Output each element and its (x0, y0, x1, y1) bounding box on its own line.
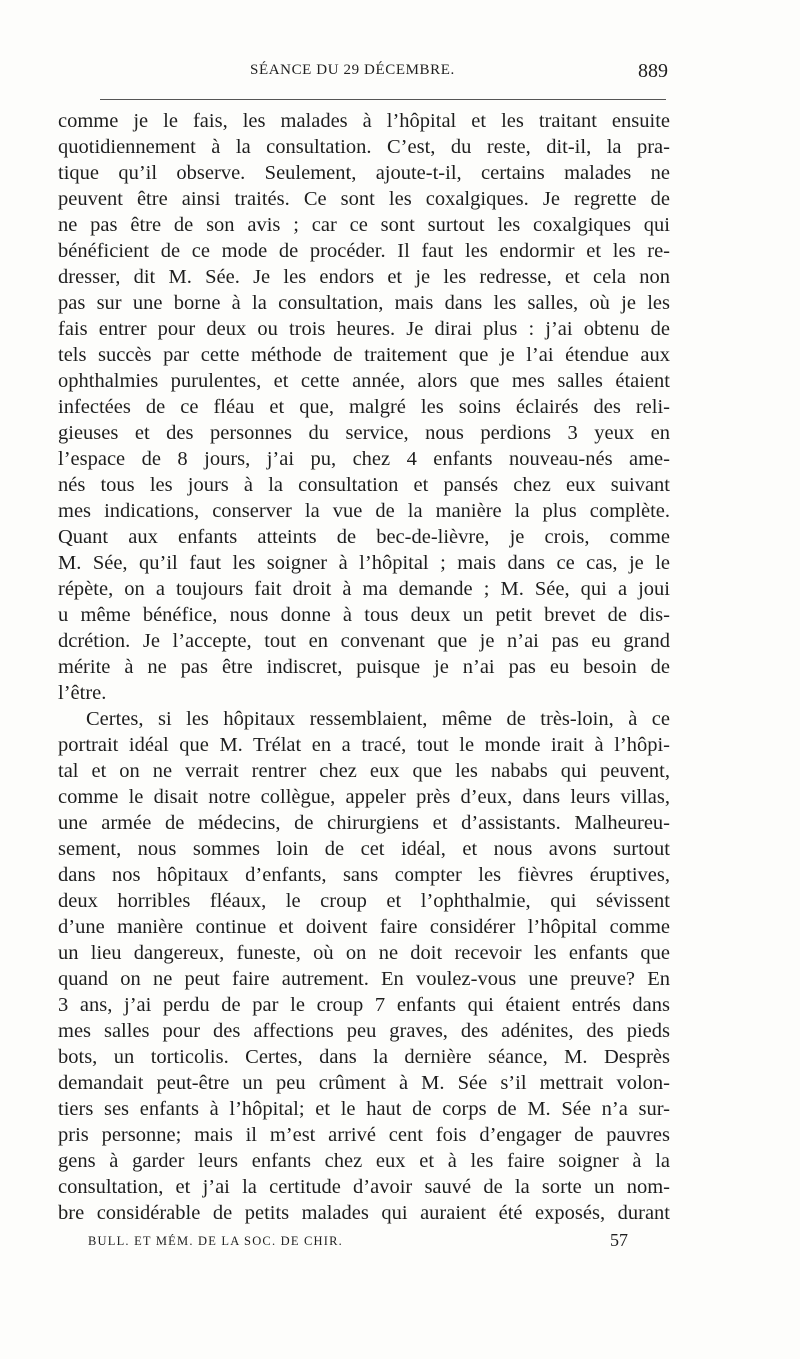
text-line: mérite à ne pas être indiscret, puisque je n’ai pas eu besoin de (58, 656, 670, 678)
text-line: Quant aux enfants atteints de bec-de-lièvre, je crois, comme (58, 526, 670, 548)
text-line: quotidiennement à la consultation. C’est, du reste, dit-il, la pra- (58, 136, 670, 158)
text-line: ophthalmies purulentes, et cette année, alors que mes salles étaient (58, 370, 670, 392)
text-line: tiers ses enfants à l’hôpital; et le haut de corps de M. Sée n’a sur- (58, 1098, 670, 1120)
text-line: 3 ans, j’ai perdu de par le croup 7 enfants qui étaient entrés dans (58, 994, 670, 1016)
text-line: dcrétion. Je l’accepte, tout en convenant que je n’ai pas eu grand (58, 630, 670, 652)
text-line: sement, nous sommes loin de cet idéal, et nous avons surtout (58, 838, 670, 860)
text-line: gens à garder leurs enfants chez eux et à les faire soigner à la (58, 1150, 670, 1172)
text-line: consultation, et j’ai la certitude d’avoir sauvé de la sorte un nom- (58, 1176, 670, 1198)
text-line: mes salles pour des affections peu graves, des adénites, des pieds (58, 1020, 670, 1042)
body-text (58, 108, 670, 1226)
running-title: SÉANCE DU 29 DÉCEMBRE. (250, 62, 455, 78)
text-line: pris personne; mais il m’est arrivé cent fois d’engager de pauvres (58, 1124, 670, 1146)
text-line: répète, on a toujours fait droit à ma demande ; M. Sée, qui a joui (58, 578, 670, 600)
running-header (250, 62, 668, 86)
text-line: dans nos hôpitaux d’enfants, sans compter les fièvres éruptives, (58, 864, 670, 886)
text-line: peuvent être ainsi traités. Ce sont les coxalgiques. Je regrette de (58, 188, 670, 210)
journal-title: BULL. ET MÉM. DE LA SOC. DE CHIR. (88, 1234, 343, 1248)
paragraph-start-line: Certes, si les hôpitaux ressemblaient, même de très-loin, à ce (86, 708, 670, 730)
text-line: quand on ne peut faire autrement. En voulez-vous une preuve? En (58, 968, 670, 990)
page-number: 889 (638, 60, 668, 82)
text-line: comme le disait notre collègue, appeler près d’eux, dans leurs villas, (58, 786, 670, 808)
text-line: nés tous les jours à la consultation et pansés chez eux suivant (58, 474, 670, 496)
text-line: l’espace de 8 jours, j’ai pu, chez 4 enfants nouveau-nés ame- (58, 448, 670, 470)
text-line: tels succès par cette méthode de traitement que je l’ai étendue aux (58, 344, 670, 366)
text-line: gieuses et des personnes du service, nous perdions 3 yeux en (58, 422, 670, 444)
text-line: tique qu’il observe. Seulement, ajoute-t-il, certains malades ne (58, 162, 670, 184)
header-rule (100, 99, 666, 100)
text-line: pas sur une borne à la consultation, mais dans les salles, où je les (58, 292, 670, 314)
page-footer (88, 1232, 628, 1254)
text-line: tal et on ne verrait rentrer chez eux que les nababs qui peuvent, (58, 760, 670, 782)
text-line: u même bénéfice, nous donne à tous deux un petit brevet de dis- (58, 604, 670, 626)
text-line: demandait peut-être un peu crûment à M. Sée s’il mettrait volon- (58, 1072, 670, 1094)
text-line: d’une manière continue et doivent faire considérer l’hôpital comme (58, 916, 670, 938)
text-line: une armée de médecins, de chirurgiens et d’assistants. Malheureu- (58, 812, 670, 834)
text-line: mes indications, conserver la vue de la manière la plus complète. (58, 500, 670, 522)
text-line: M. Sée, qu’il faut les soigner à l’hôpital ; mais dans ce cas, je le (58, 552, 670, 574)
text-line: bots, un torticolis. Certes, dans la dernière séance, M. Desprès (58, 1046, 670, 1068)
text-line: l’être. (58, 682, 107, 704)
text-line: bre considérable de petits malades qui auraient été exposés, durant (58, 1202, 670, 1224)
text-line: fais entrer pour deux ou trois heures. Je dirai plus : j’ai obtenu de (58, 318, 670, 340)
text-line: ne pas être de son avis ; car ce sont surtout les coxalgiques qui (58, 214, 670, 236)
signature-mark: 57 (610, 1230, 628, 1250)
text-line: portrait idéal que M. Trélat en a tracé, tout le monde irait à l’hôpi- (58, 734, 670, 756)
text-line: dresser, dit M. Sée. Je les endors et je les redresse, et cela non (58, 266, 670, 288)
text-line: bénéficient de ce mode de procéder. Il faut les endormir et les re- (58, 240, 670, 262)
text-line: infectées de ce fléau et que, malgré les soins éclairés des reli- (58, 396, 670, 418)
text-line: comme je le fais, les malades à l’hôpital et les traitant ensuite (58, 110, 670, 132)
text-line: un lieu dangereux, funeste, où on ne doit recevoir les enfants que (58, 942, 670, 964)
text-line: deux horribles fléaux, le croup et l’ophthalmie, qui sévissent (58, 890, 670, 912)
